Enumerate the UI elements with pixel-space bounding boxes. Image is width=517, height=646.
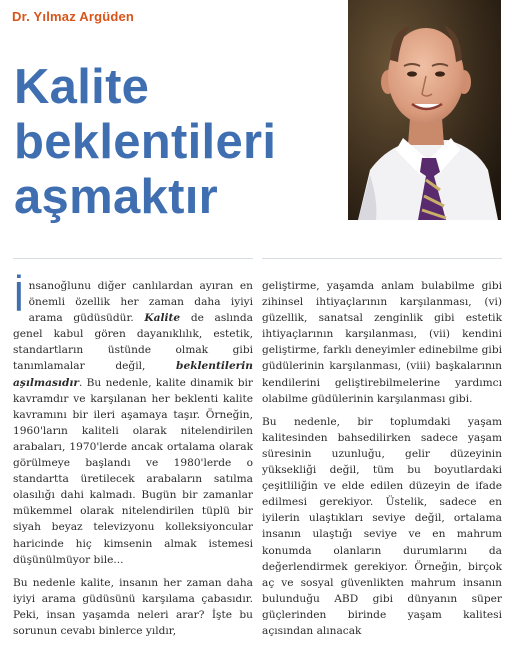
divider-right xyxy=(262,258,502,259)
article-column-left xyxy=(13,273,253,646)
paragraph: Bu nedenle kalite, insanın her zaman daha iyiyi arama güdüsünü karşılama çabasıdır. Peki, insan yaşamda neleri arar? İşte bu sorunun cevabı binlerce yıldır, xyxy=(13,576,253,637)
title-line: Kalite xyxy=(14,60,150,114)
author-byline: Dr. Yılmaz Argüden xyxy=(12,9,135,24)
article-title xyxy=(14,60,276,225)
divider-left xyxy=(13,258,253,259)
drop-cap: İ xyxy=(13,273,25,320)
article-column-right xyxy=(262,278,502,646)
title-line: aşmaktır xyxy=(14,170,218,224)
paragraph: Bu nedenle, bir toplumdaki yaşam kalitesinden bahsedilirken sadece yaşam süresinin uzunluğu, gelir düzeyinin yüksekliği değil, tüm bu boyutlardaki çeşitliliğin ve elde edilen düzeyin de ifade edilmesi gerekiyor. Üstelik, sadece en iyilerin ulaştıkları seviye değil, ortalama insanın ulaştığı seviye ve en mahrum konumda olanların durumlarını da değerlendirmek gerekiyor. Örneğin, birçok aç ve sosyal güvenlikten mahrum insanın bulunduğu ABD gibi dünyanın süper güçlerinden birinde yaşam kalitesi açısından alınacak xyxy=(262,415,502,637)
paragraph: İnsanoğlunu diğer canlılardan ayıran en önemli özellik her zaman daha iyiyi arama güdüsüdür. Kalite de aslında genel kabul gören dayanıklılık, estetik, standartların üstünde olmak gibi tanımlamalar değil, beklentilerin aşılmasıdır. Bu nedenle, kalite dinamik bir kavramdır ve karşılanan her beklenti kalite kavramını bir ileri aşamaya taşır. Örneğin, 1960'ların kaliteli olarak nitelendirilen arabaları, 1970'lerde ancak ortalama olarak görülmeye başlandı ve 1980'lerde o standartta üretilecek arabaların satılma olasılığı dahi kalmadı. Bugün bir zamanlar mükemmel olarak nitelendirilen tüplü bir siyah beyaz televizyonu kolleksiyoncular haricinde hiç kimsenin almak istemesi düşünülmüyor bile... xyxy=(13,273,253,566)
title-line: beklentileri xyxy=(14,115,277,169)
author-photo xyxy=(348,0,501,220)
paragraph: geliştirme, yaşamda anlam bulabilme gibi zihinsel ihtiyaçlarının karşılanması, (vi) güzellik, sanatsal zenginlik gibi estetik ihtiyaçlarının karşılanması, (vii) kendini geliştirme, farklı deneyimler edinebilme gibi güdülerinin karşılanması, (viii) başkalarının kendilerini geliştirebilmelerine yardımcı olabilme güdülerinin karşılanması gibi. xyxy=(262,280,502,405)
